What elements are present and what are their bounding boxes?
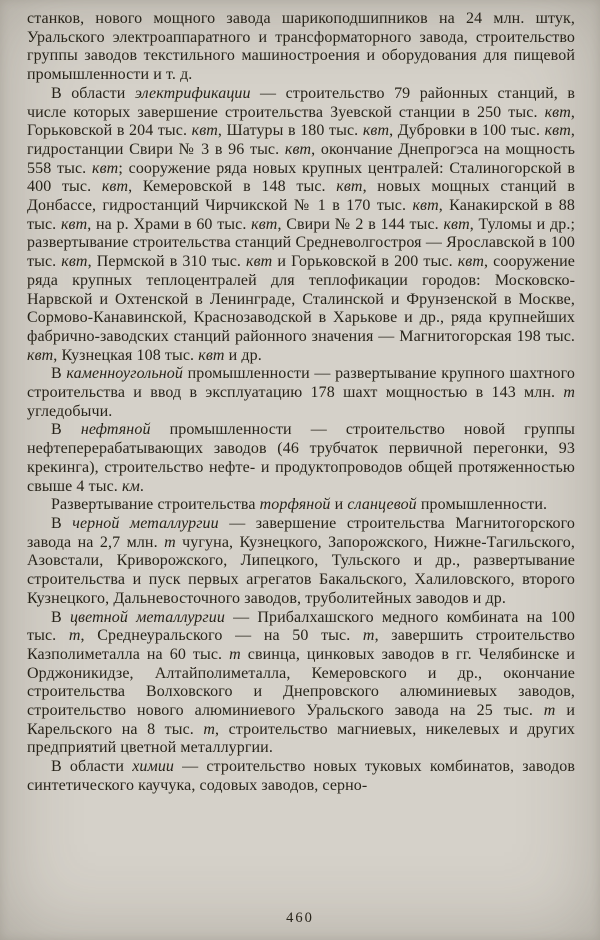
text-run: , на р. Храми в 60 тыс.	[87, 215, 252, 233]
italic-term: т	[203, 720, 216, 738]
italic-term: т	[543, 702, 556, 720]
text-run: .	[139, 477, 144, 495]
italic-term: электрификации	[134, 84, 251, 102]
text-run: , завершить строительство Казполиметалла на 60 тыс.	[27, 627, 575, 663]
text-run: — строительство 79 районных станций, в числе которых завершение строительства Зуевской станции в 250 тыс.	[27, 84, 575, 121]
italic-term: квт	[101, 178, 129, 196]
italic-term: квт	[92, 159, 119, 177]
italic-term: квт	[457, 253, 484, 271]
italic-term: квт	[251, 215, 278, 233]
italic-term: квт	[412, 197, 439, 215]
italic-term: квт	[284, 140, 312, 158]
text-run: , Кузнецкая 108 тыс.	[53, 346, 199, 364]
text-run: , Среднеуральского — на 50 тыс.	[80, 627, 363, 645]
italic-term: км	[121, 477, 140, 495]
text-run: В	[51, 365, 67, 383]
text-run: станков, нового мощного завода шарикоподшипников на 24 млн. штук, Уральского электроаппаратного и трансформаторного завода, строительство группы заводов текстильного машиностроения и оборудования для пищевой промышленности и т. д.	[27, 10, 575, 84]
text-run: — завершение строительства Магнитогорского завода на 2,7 млн.	[27, 514, 576, 551]
italic-term: т	[68, 627, 81, 645]
text-run: , Кемеровской в 148 тыс.	[128, 178, 337, 196]
italic-term: квт	[336, 178, 363, 196]
italic-term: торфяной	[259, 496, 331, 514]
italic-term: сланцевой	[347, 496, 417, 514]
italic-term: каменноугольной	[66, 365, 183, 383]
text-run: В области	[51, 84, 135, 102]
paragraph	[27, 515, 575, 609]
page-number: 460	[286, 910, 314, 926]
italic-term: квт	[27, 346, 54, 364]
text-run: , Туломы и др.; развертывание строительства станций Средневолгостроя — Ярославской в 100 тыс.	[27, 215, 576, 271]
italic-term: квт	[198, 346, 225, 364]
paragraph	[27, 609, 575, 759]
italic-term: квт	[544, 122, 571, 140]
italic-term: т	[229, 645, 241, 663]
italic-term: черной металлургии	[72, 514, 219, 532]
text-run: и Карельского на 8 тыс.	[27, 702, 575, 738]
paragraph	[27, 365, 575, 421]
text-run: , Пермской в 310 тыс.	[87, 253, 247, 271]
text-run: , Канакирской в 88 тыс.	[27, 197, 575, 233]
text-run: и др.	[224, 346, 262, 364]
text-run: — Прибалхашского медного комбината на 100 тыс.	[27, 608, 575, 645]
paragraph	[27, 496, 575, 515]
italic-term: квт	[443, 215, 470, 233]
paragraph	[27, 10, 575, 85]
text-run: В	[51, 421, 81, 439]
text-run: ; сооружение ряда новых крупных централей: Сталиногорской в 400 тыс.	[27, 159, 575, 196]
text-run: — строительство новых туковых комбинатов, заводов синтетического каучука, содовых заводов, серно-	[27, 758, 575, 794]
paragraph	[27, 758, 575, 795]
italic-term: нефтяной	[80, 421, 151, 439]
italic-term: квт	[544, 103, 571, 121]
italic-term: химии	[132, 758, 175, 776]
text-run: промышленности.	[416, 496, 548, 514]
italic-term: квт	[191, 122, 218, 140]
text-run: , Дубровки в 100 тыс.	[389, 122, 545, 140]
text-run: , новых мощных станций в Донбассе, гидростанций Чирчикской № 1 в 170 тыс.	[27, 178, 575, 215]
text-run: В	[51, 608, 70, 626]
italic-term: т	[164, 533, 176, 551]
text-run: , сооружение ряда крупных теплоцентралей для теплофикации городов: Московско-Нарвской и Охтенской в Ленинграде, Сталинской и Фрунзенской в Москве, Сормово-Канавинской, Краснозаводской в Харькове и др., ряда крупнейших фабрично-заводских станций районного значения — Магнитогорская 198 тыс.	[27, 253, 575, 345]
text-run: В	[51, 514, 73, 532]
italic-term: т	[563, 384, 575, 402]
text-run: , окончание Днепрогэса на мощность 558 тыс.	[27, 140, 575, 177]
text-run: и Горьковской в 200 тыс.	[272, 253, 458, 271]
text-run: , Горьковской в 204 тыс.	[27, 103, 575, 140]
text-run: , Свири № 2 в 144 тыс.	[277, 215, 444, 233]
paragraph	[27, 421, 575, 496]
text-run: , Шатуры в 180 тыс.	[217, 122, 363, 140]
text-run: В области	[51, 758, 133, 776]
text-run: промышленности — строительство новой группы нефтеперерабатывающих заводов (46 трубчаток первичной перегонки, 93 крекинга), строительство нефте- и продуктопроводов общей протяженностью свыше 4 тыс.	[27, 421, 575, 495]
italic-term: квт	[246, 253, 273, 271]
text-run: свинца, цинковых заводов в гг. Челябинске и Орджоникидзе, Алтайполиметалла, Кемеровского и др., окончание строительства Волховского и Днепровского алюминиевых заводов, строительство нового алюминиевого Уральского завода на 25 тыс.	[27, 645, 575, 720]
text-run: чугуна, Кузнецкого, Запорожского, Нижне-Тагильского, Азовстали, Криворожского, Липецкого, Тульского и др., развертывание строительства и пуск первых агрегатов Бакальского, Халиловского, второго Кузнецкого, Дальневосточного заводов, труболитейных заводов и др.	[27, 533, 575, 607]
italic-term: квт	[61, 253, 88, 271]
page-text	[27, 10, 575, 796]
text-run: Развертывание строительства	[51, 496, 260, 514]
italic-term: квт	[60, 215, 88, 233]
text-run: и	[330, 496, 348, 514]
text-run: , строительство магниевых, никелевых и других предприятий цветной металлургии.	[27, 720, 575, 757]
paragraph	[27, 85, 575, 366]
italic-term: квт	[362, 122, 390, 140]
italic-term: т	[362, 627, 375, 645]
text-run: угледобычи.	[27, 402, 113, 420]
italic-term: цветной металлургии	[69, 608, 225, 626]
text-run: , гидростанции Свири № 3 в 96 тыс.	[27, 122, 575, 158]
text-run: промышленности — развертывание крупного шахтного строительства и ввод в эксплуатацию 178 шахт мощностью в 143 млн.	[27, 365, 576, 402]
